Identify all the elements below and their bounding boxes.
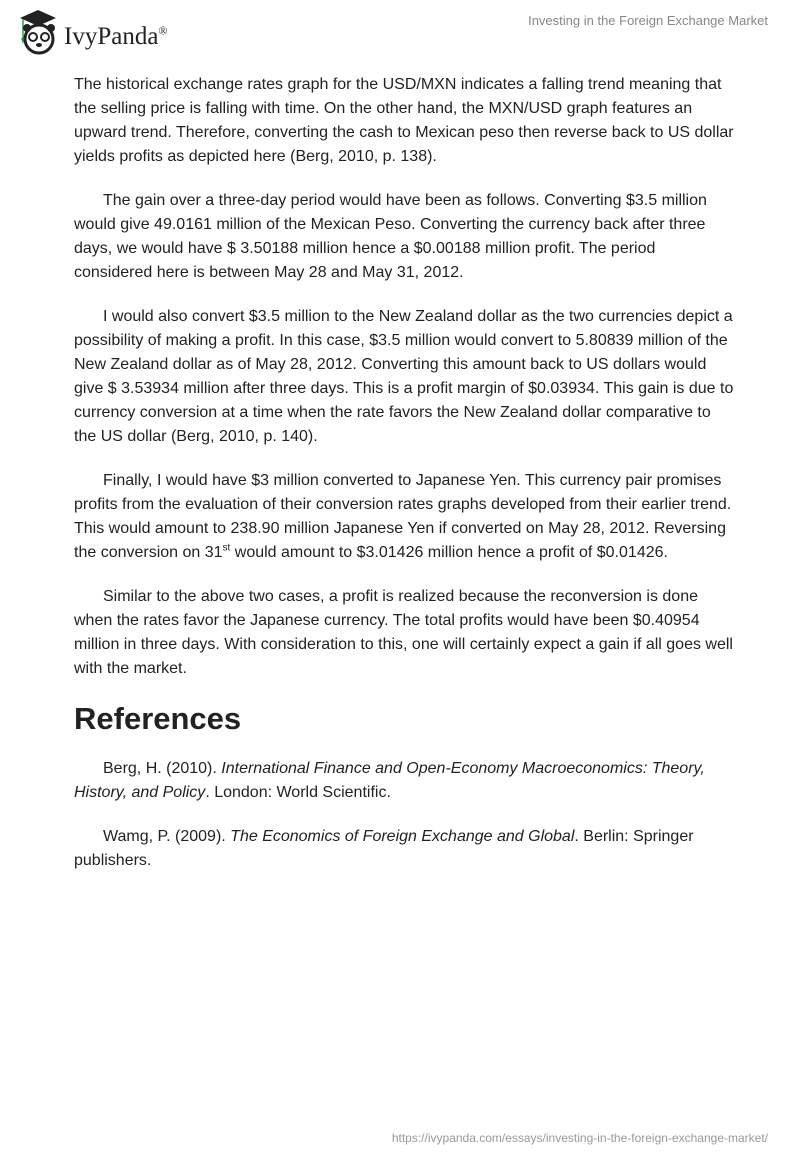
source-url[interactable]: https://ivypanda.com/essays/investing-in-the-foreign-exchange-market/ [391,1131,768,1145]
reference-item: Berg, H. (2010). International Finance and Open-Economy Macroeconomics: Theory, History, and Policy. London: World Scientific. [74,760,705,801]
reference-item: Wamg, P. (2009). The Economics of Foreign Exchange and Global. Berlin: Springer publishers. [74,828,694,869]
paragraph: The historical exchange rates graph for the USD/MXN indicates a falling trend meaning that the selling price is falling with time. On the other hand, the MXN/USD graph features an upward trend. Therefore, converting the cash to Mexican peso then reverse back to US dollar yields profits as depicted here (Berg, 2010, p. 138). [74,76,734,165]
document-title: Investing in the Foreign Exchange Market [528,13,768,28]
references-heading: References [74,701,242,736]
ivypanda-logo[interactable] [18,8,168,56]
logo-text: IvyPanda® [64,23,168,50]
paragraph: The gain over a three-day period would have been as follows. Converting $3.5 million would give 49.0161 million of the Mexican Peso. Converting the currency back after three days, we would have $ 3.50188 million hence a $0.00188 million profit. The period considered here is between May 28 and May 31, 2012. [74,192,707,281]
paragraph: I would also convert $3.5 million to the New Zealand dollar as the two currencies depict a possibility of making a profit. In this case, $3.5 million would convert to 5.80839 million of the New Zealand dollar as of May 28, 2012. Converting this amount back to US dollars would give $ 3.53934 million after three days. This is a profit margin of $0.03934. This gain is due to currency conversion at a time when the rate favors the New Zealand dollar comparative to the US dollar (Berg, 2010, p. 140). [74,308,734,445]
paragraph: Similar to the above two cases, a profit is realized because the reconversion is done when the rates favor the Japanese currency. The total profits would have been $0.40954 million in three days. With consideration to this, one will certainly expect a gain if all goes well with the market. [74,588,733,677]
essay-content [74,73,734,893]
panda-graduate-icon [18,8,58,56]
paragraph: Finally, I would have $3 million converted to Japanese Yen. This currency pair promises profits from the evaluation of their conversion rates graphs developed from their earlier trend. This would amount to 238.90 million Japanese Yen if converted on May 28, 2012. Reversing the conversion on 31st would amount to $3.01426 million hence a profit of $0.01426. [74,472,732,561]
